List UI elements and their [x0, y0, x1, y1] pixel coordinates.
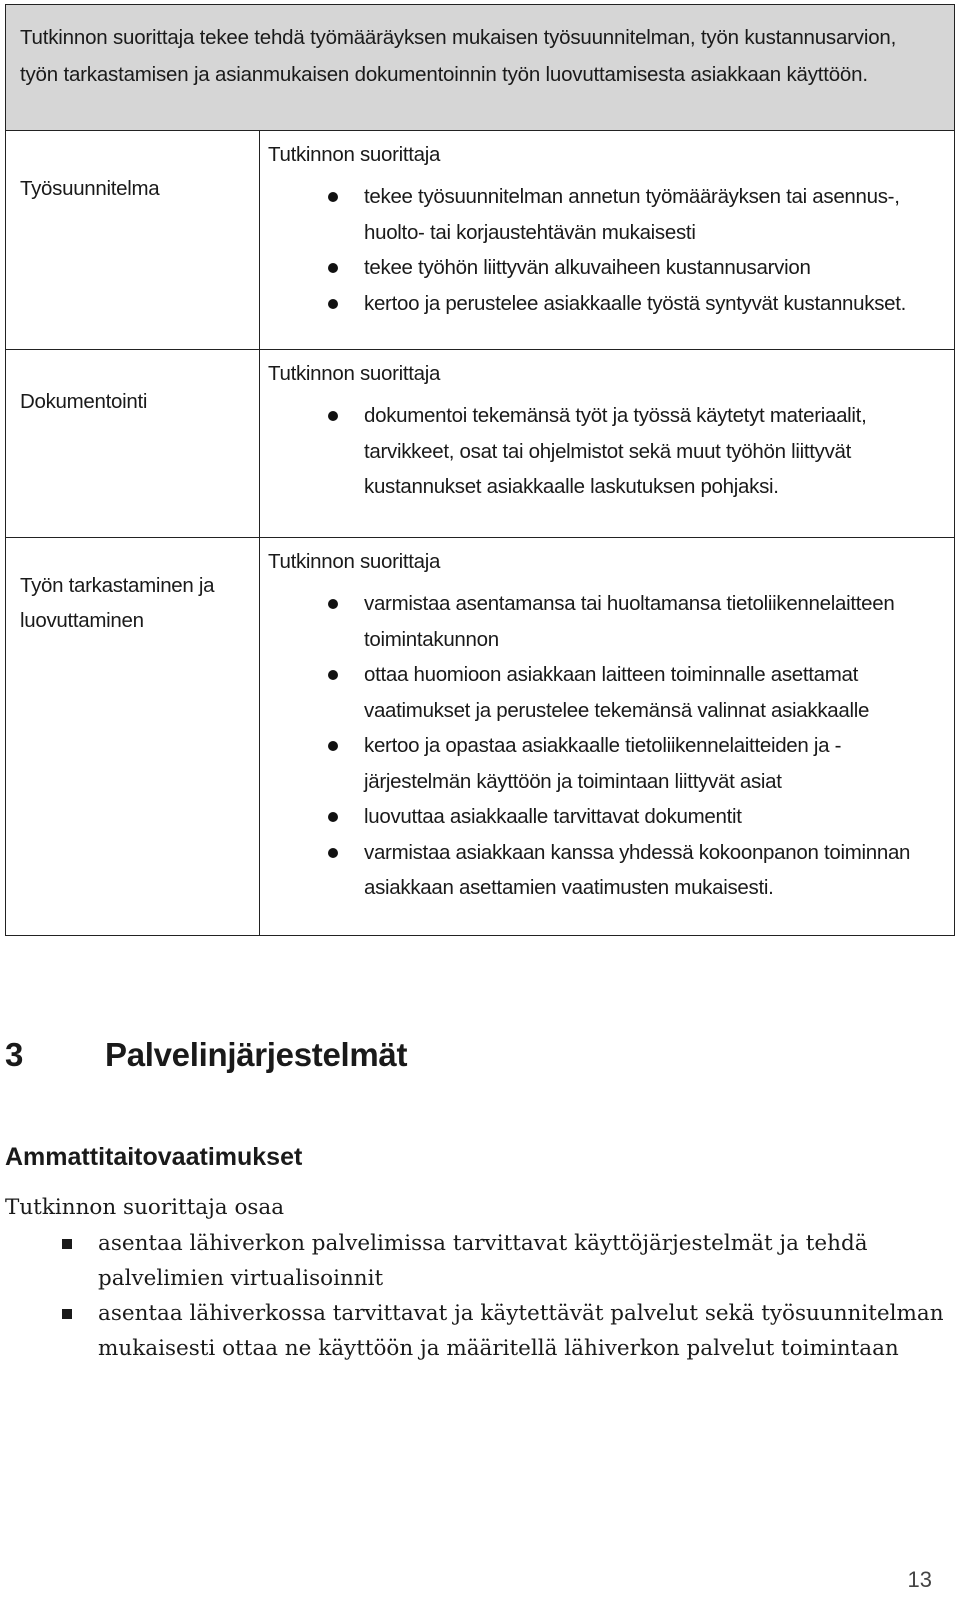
- list-item: [268, 179, 954, 250]
- table-header: Tutkinnon suorittaja tekee tehdä työmääräyksen mukaisen työsuunnitelman, työn kustannusarvion, työn tarkastamisen ja asianmukaisen dokumentoinnin työn luovuttamisesta asiakkaan käyttöön.: [6, 5, 954, 131]
- list-item: [268, 398, 954, 505]
- list-item-text: kertoo ja perustelee asiakkaalle työstä syntyvät kustannukset.: [364, 291, 907, 315]
- performer-label: Tutkinnon suorittaja: [268, 550, 441, 573]
- list-item-text: ottaa huomioon asiakkaan laitteen toiminnalle asettamat vaatimukset ja perustelee tekemänsä valinnat asiakkaalle: [364, 663, 870, 722]
- row-label: [6, 131, 260, 349]
- bullet-icon: [328, 670, 338, 680]
- page-number: 13: [907, 1567, 932, 1592]
- criteria-list: [268, 179, 954, 321]
- list-item: [5, 1296, 950, 1366]
- table-row: [6, 131, 954, 350]
- requirements-table: [5, 4, 955, 936]
- list-item: [268, 835, 954, 906]
- list-item-text: kertoo ja opastaa asiakkaalle tietoliikennelaitteiden ja -järjestelmän käyttöön ja toimintaan liittyvät asiat: [364, 734, 842, 793]
- performer-label: Tutkinnon suorittaja: [268, 143, 441, 166]
- section-heading: [5, 1036, 407, 1074]
- list-item-text: varmistaa asiakkaan kanssa yhdessä kokoonpanon toiminnan asiakkaan asettamien vaatimusten mukaisesti.: [364, 840, 911, 899]
- row-label-text: Työsuunnitelma: [20, 177, 160, 200]
- bullet-icon: [328, 263, 338, 273]
- bullet-icon: [328, 299, 338, 309]
- skills-list: [5, 1226, 950, 1366]
- table-row: [6, 350, 954, 538]
- bullet-icon: [328, 812, 338, 822]
- list-item-text: luovuttaa asiakkaalle tarvittavat dokumentit: [364, 805, 742, 828]
- row-label-text: Dokumentointi: [20, 390, 148, 413]
- subheading: Ammattitaitovaatimukset: [5, 1143, 303, 1171]
- list-item: [268, 286, 954, 322]
- section-title: Palvelinjärjestelmät: [105, 1036, 408, 1073]
- list-item-text: tekee työhön liittyvän alkuvaiheen kustannusarvion: [364, 256, 811, 279]
- row-label: [6, 538, 260, 935]
- bullet-icon: [328, 599, 338, 609]
- list-item-text: varmistaa asentamansa tai huoltamansa tietoliikennelaitteen toimintakunnon: [364, 592, 895, 651]
- section-number: 3: [5, 1036, 24, 1073]
- row-criteria: [260, 131, 954, 349]
- list-item-text: asentaa lähiverkon palvelimissa tarvittavat käyttöjärjestelmät ja tehdä palvelimien virtualisoinnit: [98, 1231, 868, 1291]
- performer-label: Tutkinnon suorittaja: [268, 362, 441, 385]
- bullet-icon: [328, 848, 338, 858]
- list-item: [268, 586, 954, 657]
- list-item-text: tekee työsuunnitelman annetun työmääräyksen tai asennus-, huolto- tai korjaustehtävän mukaisesti: [364, 185, 900, 244]
- bullet-icon: [328, 741, 338, 751]
- criteria-list: [268, 586, 954, 906]
- row-criteria: [260, 538, 954, 935]
- list-item: [268, 250, 954, 286]
- bullet-icon: [328, 411, 338, 421]
- list-item-text: asentaa lähiverkossa tarvittavat ja käytettävät palvelut sekä työsuunnitelman mukaisesti ottaa ne käyttöön ja määritellä lähiverkon palvelut toimintaan: [98, 1301, 944, 1361]
- list-item: [268, 799, 954, 835]
- row-criteria: [260, 350, 954, 537]
- row-label: [6, 350, 260, 537]
- list-item: [268, 728, 954, 799]
- square-bullet-icon: [62, 1239, 72, 1249]
- square-bullet-icon: [62, 1309, 72, 1319]
- bullet-icon: [328, 192, 338, 202]
- list-item: [268, 657, 954, 728]
- criteria-list: [268, 398, 954, 505]
- list-item-text: dokumentoi tekemänsä työt ja työssä käytetyt materiaalit, tarvikkeet, osat tai ohjelmistot sekä muut työhön liittyvät kustannukset asiakkaalle laskutuksen pohjaksi.: [364, 404, 867, 498]
- list-item: [5, 1226, 950, 1296]
- row-label-text: Työn tarkastaminen ja luovuttaminen: [20, 574, 215, 632]
- table-row: [6, 538, 954, 935]
- intro-text: Tutkinnon suorittaja osaa: [5, 1195, 285, 1220]
